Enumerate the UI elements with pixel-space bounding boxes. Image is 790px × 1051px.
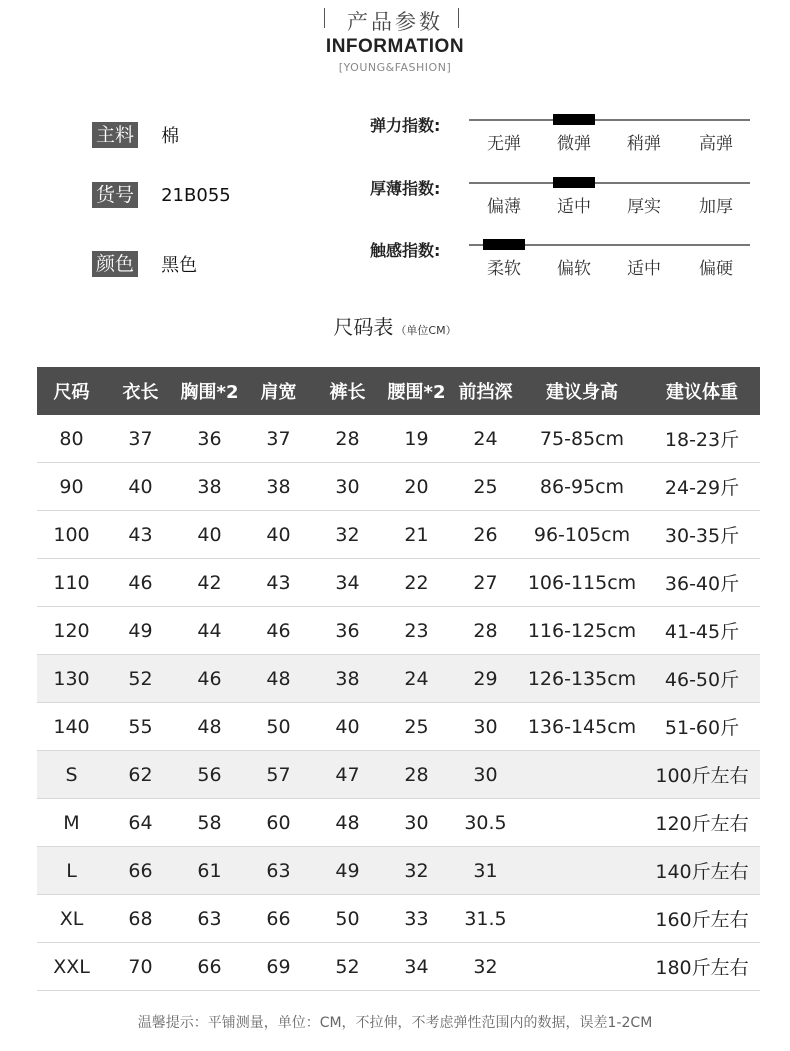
table-cell: 140 [37,703,106,751]
table-cell: 110 [37,559,106,607]
table-cell: 68 [106,895,175,943]
table-row [37,511,760,559]
index-option: 厚实 [627,197,661,217]
table-cell: 22 [382,559,451,607]
index-row [370,238,760,288]
table-cell: 48 [244,655,313,703]
column-header: 建议身高 [520,367,644,415]
table-cell: 61 [175,847,244,895]
attr-value: 21B055 [161,184,231,206]
attr-color [92,251,197,277]
table-cell: 90 [37,463,106,511]
table-cell: 36-40斤 [644,559,760,607]
column-header: 腰围*2 [382,367,451,415]
table-cell: 30 [382,799,451,847]
table-cell: 136-145cm [520,703,644,751]
table-cell: 28 [451,607,520,655]
table-cell: 43 [244,559,313,607]
table-cell: 28 [382,751,451,799]
table-cell: 50 [313,895,382,943]
table-row [37,607,760,655]
index-marker [483,239,525,250]
column-header: 前挡深 [451,367,520,415]
table-cell: 120 [37,607,106,655]
table-cell: 38 [244,463,313,511]
table-cell: 31.5 [451,895,520,943]
table-cell: 64 [106,799,175,847]
table-cell: 86-95cm [520,463,644,511]
column-header: 衣长 [106,367,175,415]
table-row [37,415,760,463]
size-table-body [37,415,760,991]
index-row [370,113,760,163]
table-cell: 40 [175,511,244,559]
size-table-title [0,311,790,340]
column-header: 裤长 [313,367,382,415]
table-cell [520,751,644,799]
table-cell: 57 [244,751,313,799]
title-en: INFORMATION [325,36,465,57]
table-cell: 63 [244,847,313,895]
index-marker [553,114,595,125]
column-header: 胸围*2 [175,367,244,415]
table-cell: 42 [175,559,244,607]
subtitle: [YOUNG&FASHION] [338,61,452,74]
table-cell: 40 [313,703,382,751]
table-cell: 46 [106,559,175,607]
table-cell: 48 [175,703,244,751]
table-row [37,703,760,751]
index-option: 偏软 [557,259,591,279]
table-cell: 60 [244,799,313,847]
table-cell: M [37,799,106,847]
table-cell: 46 [244,607,313,655]
table-cell: 23 [382,607,451,655]
attr-label: 主料 [92,122,138,148]
table-cell: 52 [313,943,382,991]
table-cell: 27 [451,559,520,607]
table-cell: 28 [313,415,382,463]
index-scale-line [469,182,750,184]
column-header: 建议体重 [644,367,760,415]
size-table-header [37,367,760,415]
table-cell: 33 [382,895,451,943]
measurement-tip: 温馨提示：平铺测量，单位：CM，不拉伸，不考虑弹性范围内的数据，误差1-2CM [137,1015,653,1031]
attr-value: 棉 [161,126,180,147]
table-cell: 66 [106,847,175,895]
title-cn: 产品参数 [347,10,443,34]
table-cell: 62 [106,751,175,799]
size-table-unit: （单位CM） [395,324,457,337]
table-cell: 46 [175,655,244,703]
table-cell: 34 [313,559,382,607]
attr-label: 颜色 [92,251,138,277]
table-cell: 180斤左右 [644,943,760,991]
table-cell: 37 [106,415,175,463]
table-cell: 66 [244,895,313,943]
column-header: 肩宽 [244,367,313,415]
table-cell: 52 [106,655,175,703]
table-cell [520,799,644,847]
table-row [37,751,760,799]
table-cell: XXL [37,943,106,991]
table-cell: 49 [106,607,175,655]
table-cell: 160斤左右 [644,895,760,943]
table-row [37,463,760,511]
table-cell: 48 [313,799,382,847]
index-option: 柔软 [487,259,521,279]
table-cell: 116-125cm [520,607,644,655]
table-cell: 36 [175,415,244,463]
index-option: 高弹 [699,134,733,154]
table-cell: 32 [313,511,382,559]
table-cell [520,847,644,895]
table-row [37,799,760,847]
table-row [37,559,760,607]
table-cell: 80 [37,415,106,463]
table-cell: 24 [382,655,451,703]
table-cell: 20 [382,463,451,511]
table-cell: 30.5 [451,799,520,847]
table-cell: 56 [175,751,244,799]
table-cell: 55 [106,703,175,751]
table-cell: 63 [175,895,244,943]
table-cell: 21 [382,511,451,559]
table-cell: 70 [106,943,175,991]
table-cell: 37 [244,415,313,463]
table-cell: 25 [451,463,520,511]
index-option: 微弹 [557,134,591,154]
column-header: 尺码 [37,367,106,415]
attr-item-no [92,182,231,208]
table-cell: 30 [451,751,520,799]
table-cell: 18-23斤 [644,415,760,463]
table-cell [520,943,644,991]
table-cell: 19 [382,415,451,463]
table-cell: 34 [382,943,451,991]
table-cell: 96-105cm [520,511,644,559]
table-cell: 30 [313,463,382,511]
table-row [37,943,760,991]
table-cell: 41-45斤 [644,607,760,655]
index-option: 适中 [557,197,591,217]
table-cell: 66 [175,943,244,991]
table-cell: 36 [313,607,382,655]
table-cell: 49 [313,847,382,895]
table-cell: 32 [382,847,451,895]
table-cell: 29 [451,655,520,703]
table-row [37,655,760,703]
index-scale-line [469,119,750,121]
table-cell: 120斤左右 [644,799,760,847]
index-marker [553,177,595,188]
table-cell: 25 [382,703,451,751]
table-cell: XL [37,895,106,943]
table-cell: 43 [106,511,175,559]
table-cell: 40 [106,463,175,511]
index-label: 触感指数: [370,241,441,260]
table-cell: 24 [451,415,520,463]
table-cell: 38 [175,463,244,511]
table-cell: 50 [244,703,313,751]
table-cell: 51-60斤 [644,703,760,751]
table-cell: 46-50斤 [644,655,760,703]
table-cell: 106-115cm [520,559,644,607]
table-cell: 30 [451,703,520,751]
table-cell: 100斤左右 [644,751,760,799]
table-cell: 69 [244,943,313,991]
index-option: 稍弹 [627,134,661,154]
index-option: 偏薄 [487,197,521,217]
index-option: 无弹 [487,134,521,154]
table-row [37,895,760,943]
table-cell: 75-85cm [520,415,644,463]
attr-value: 黑色 [161,255,198,276]
table-cell: S [37,751,106,799]
table-cell: 100 [37,511,106,559]
index-label: 厚薄指数: [370,179,441,198]
table-cell: 47 [313,751,382,799]
table-cell: 24-29斤 [644,463,760,511]
table-cell: 126-135cm [520,655,644,703]
index-option: 适中 [627,259,661,279]
divider-right [458,8,459,28]
attr-label: 货号 [92,182,138,208]
size-table [37,367,760,991]
table-cell: 40 [244,511,313,559]
table-cell: 31 [451,847,520,895]
table-row [37,847,760,895]
table-cell: 38 [313,655,382,703]
attr-material [92,122,179,148]
index-option: 加厚 [699,197,733,217]
table-cell: 32 [451,943,520,991]
table-cell: 26 [451,511,520,559]
table-cell: 44 [175,607,244,655]
table-cell: L [37,847,106,895]
index-label: 弹力指数: [370,116,441,135]
index-option: 偏硬 [699,259,733,279]
table-cell: 58 [175,799,244,847]
table-cell [520,895,644,943]
table-cell: 30-35斤 [644,511,760,559]
index-row [370,176,760,226]
table-cell: 130 [37,655,106,703]
table-cell: 140斤左右 [644,847,760,895]
size-table-heading: 尺码表 [333,315,394,339]
